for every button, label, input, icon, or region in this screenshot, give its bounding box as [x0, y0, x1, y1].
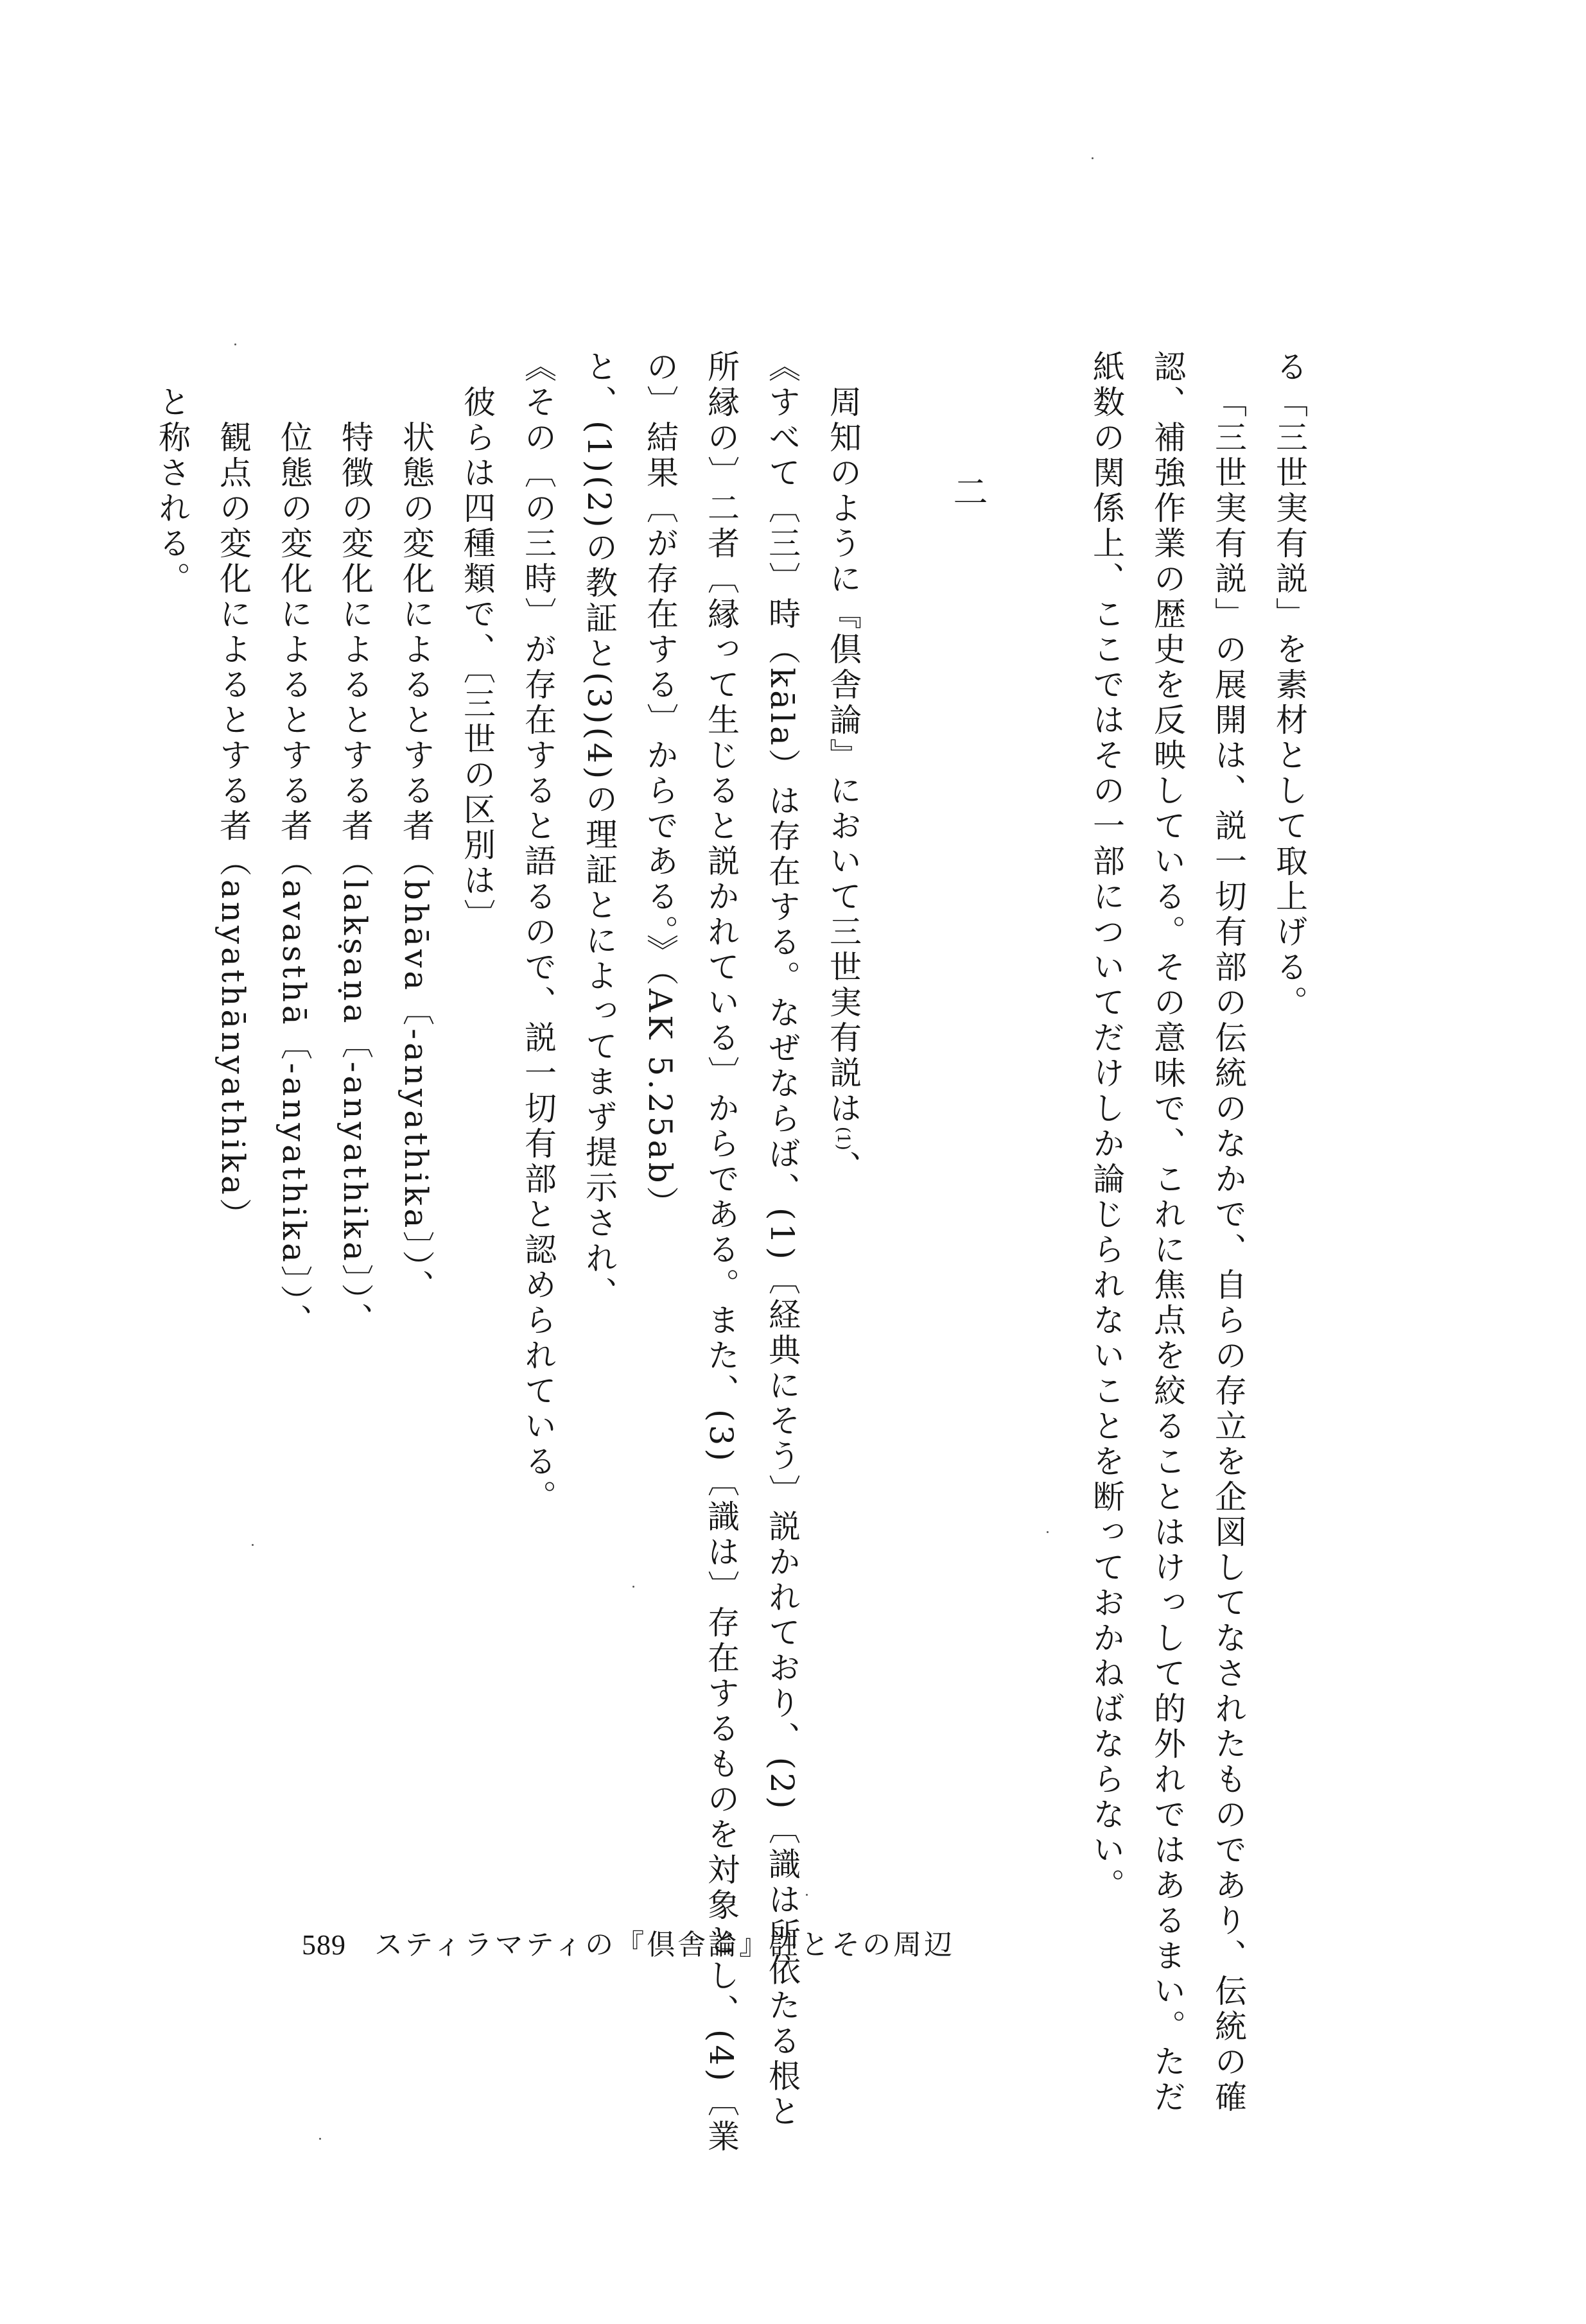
scan-speck	[1092, 157, 1094, 159]
column-text: 状態の変化によるとする者（bhāva〔-anyathika〕）、	[397, 421, 435, 1305]
column-text: 彼らは四種類で、〔三世の区別は〕	[458, 385, 496, 934]
column-text: 認、補強作業の歴史を反映している。その意味で、これに焦点を絞ることはけっして的外れではあるまい。ただ	[1149, 350, 1186, 2115]
text-column-8	[641, 350, 679, 1222]
text-column-15	[214, 421, 252, 1233]
page-footer	[302, 1931, 955, 1959]
column-text: と、(1)(2)の教証と(3)(4)の理証とによってまず提示され、	[580, 350, 618, 1312]
column-text: る「三世実有説」を素材として取上げる。	[1271, 350, 1308, 1021]
scan-speck	[1047, 1531, 1049, 1533]
text-column-9	[580, 350, 618, 1312]
running-title: スティラマティの『倶舎論』註とその周辺	[374, 1929, 955, 1961]
column-text: 「三世実有説」の展開は、説一切有部の伝統のなかで、自らの存立を企図してなされたものであり、伝統の確	[1210, 385, 1247, 2115]
page-number: 589	[302, 1929, 346, 1961]
text-column-10	[519, 350, 557, 1515]
column-text: 特徴の変化によるとする者（lakṣaṇa〔-anyathika〕）、	[336, 421, 374, 1338]
text-column-13	[336, 421, 374, 1338]
text-column-1	[1088, 350, 1125, 1903]
column-text: 《すべて〔三〕時（kāla）は存在する。なぜならば、(1)〔経典にそう〕説かれており、(2)〔識は所依たる根と	[763, 350, 801, 2130]
column-text: 《その〔の三時〕が存在すると語るので、説一切有部と認められている。	[519, 350, 557, 1515]
note-marker: (1)	[833, 1127, 853, 1150]
text-column-2	[1149, 350, 1186, 2115]
scan-speck	[806, 1894, 808, 1896]
text-column-7	[702, 350, 740, 2155]
column-text: と称される。	[153, 385, 191, 597]
text-column-3	[1210, 385, 1247, 2115]
text-column-12	[397, 421, 435, 1305]
text-column-5	[824, 385, 862, 1186]
text-column-14	[275, 421, 313, 1339]
column-text: 位態の変化によるとする者（avasthā〔-anyathika〕）、	[275, 421, 313, 1339]
column-text: 観点の変化によるとする者（anyathānyathika）	[214, 421, 252, 1233]
text-column-11	[458, 385, 496, 934]
column-text: の〕結果〔が存在する〕からである。》（AK 5.25ab）	[641, 350, 679, 1222]
text-column-16	[153, 385, 191, 597]
scan-speck	[319, 2138, 321, 2140]
scan-speck	[252, 1544, 254, 1546]
section-number: 二	[948, 474, 988, 508]
scan-speck	[632, 1586, 634, 1588]
column-text-tail: 、	[824, 1150, 862, 1186]
text-column-4	[1271, 350, 1308, 1021]
column-text: 周知のように『倶舎論』において三世実有説は	[824, 385, 862, 1127]
column-text: 所縁の〕二者〔縁って生じると説かれている〕からである。また、(3)〔識は〕存在するものを対象とし、(4)〔業	[702, 350, 740, 2155]
column-text: 紙数の関係上、ここではその一部についてだけしか論じられないことを断っておかねばならない。	[1088, 350, 1125, 1903]
text-column-6	[763, 350, 801, 2130]
scan-speck	[234, 343, 236, 345]
